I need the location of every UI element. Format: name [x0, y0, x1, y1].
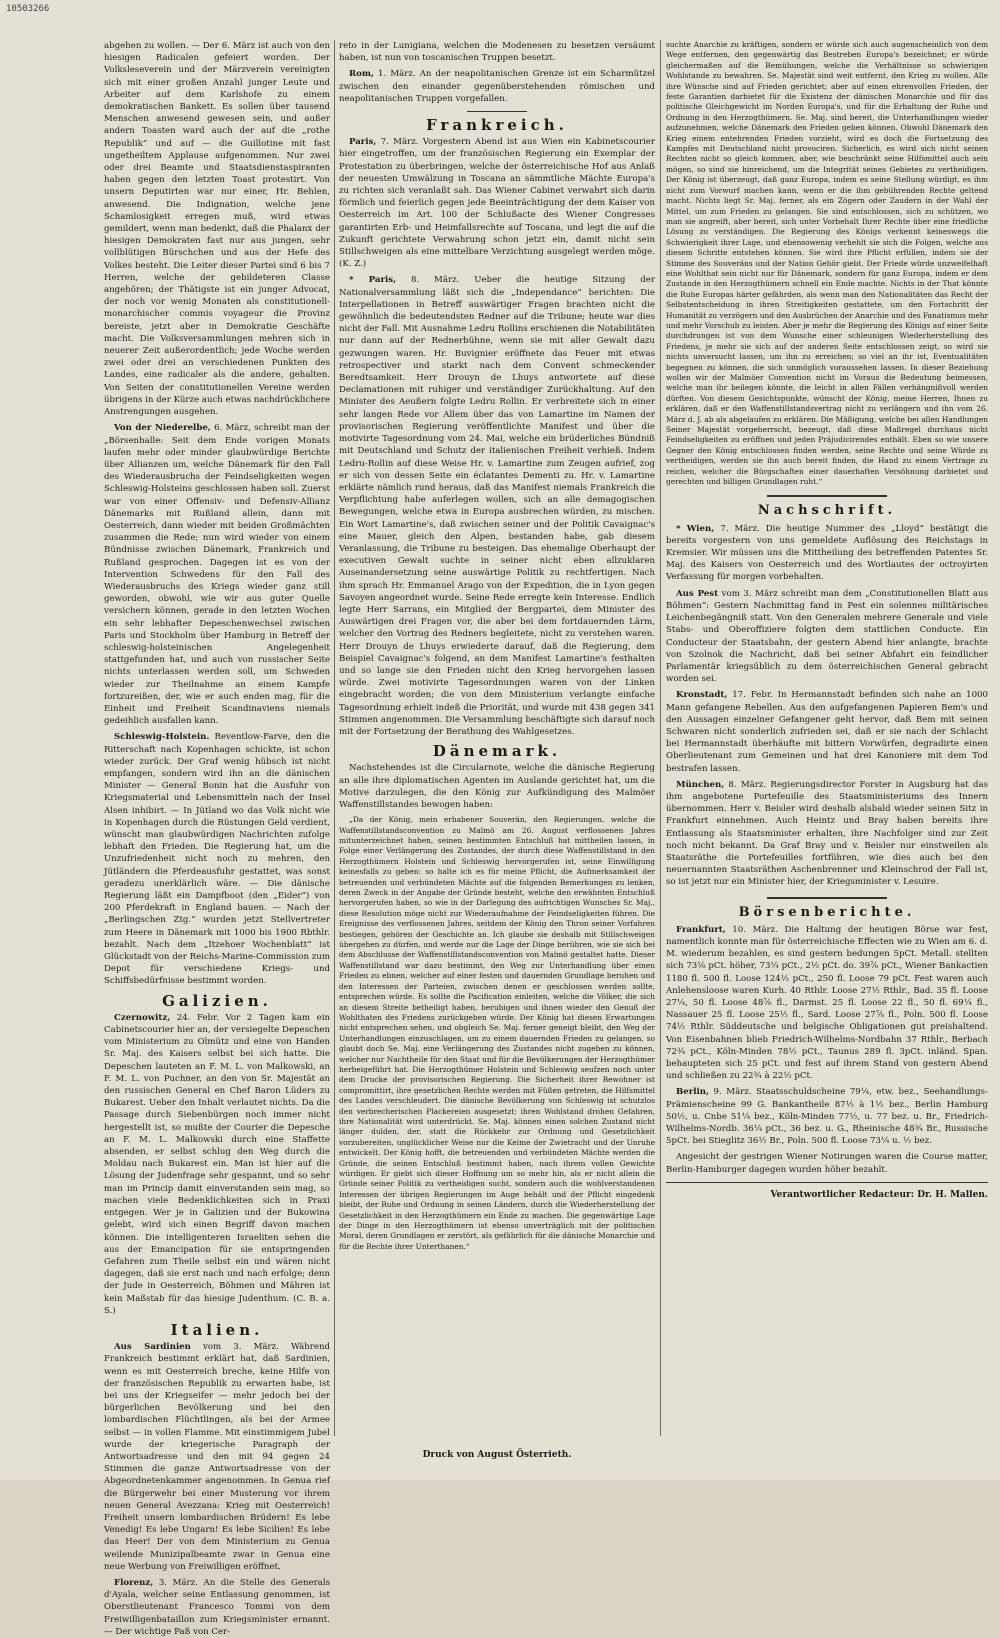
section-heading: Börsenberichte.	[738, 904, 916, 920]
article-paragraph: Florenz, 3. März. An die Stelle des Generals d'Ayala, welcher seine Entlassung genommen, ist Oberstlieutenant Francesco Tommi von dem Freiwilligenbataillon zum Kriegsminister ernannt. — Der wichtige Paß von Cer-	[104, 1577, 330, 1637]
section-heading: Nachschrift.	[757, 503, 897, 519]
divider	[767, 897, 887, 899]
dateline: Aus Sardinien	[114, 1342, 191, 1353]
article-paragraph: Angesicht der gestrigen Wiener Notirungen waren die Course matter, Berlin-Hamburger dagegen wurden höher bezahlt.	[666, 1152, 988, 1175]
dateline: Rom,	[349, 69, 374, 80]
article-paragraph: * Paris, 8. März. Ueber die heutige Sitzung der Nationalversammlung läßt sich die „Independance“ berichten: Die Interpellationen in Betreff auswärtiger Fragen brachten nicht die gewöhnlich die bedeutendsten Redner auf die Tribune; heute war dies nicht der Fall. Mit Ausnahme Ledru Rollins erschienen die Notabilitäten nur dann auf der Rednerbühne, wenn sie mit aller Gewalt dazu gezwungen waren. Hr. Buvignier eröffnete das Feuer mit etwas retrospectiver und starkt nach dem Convent schmeckender Beredtsamkeit. Herr Drouyn de Lhuys antwortete auf diese Declamationen mit ruhiger und verständiger Zurückhaltung. Auf den Minister des Aeußern folgte Ledru Rollin. Er verbreitete sich in einer sehr langen Rede vor Allem über das von Lamartine im Namen der provisorischen Regierung veröffentlichte Manifest und über die motivirte Tagesordnung vom 24. Mai, welche ein brüderliches Bündniß mit Deutschland und Schutz der italienischen Freiheit verhieß. Indem Ledru-Rollin auf diese Weise Hr. v. Lamartine zum Zeugen aufrief, zog er sich von dessen Seite ein éclatantes Dementi zu. Hr. v. Lamartine erklärte nämlich rund heraus, daß das Manifest niemals Frankreich die Verpflichtung habe auferlegen wollen, sich an alle demagogischen Bewegungen, welche etwa in Europa ausbrechen würden, zu mischen. Ein Wort Lamartine's, daß zwischen seiner und der Politik Cavaignac's eine Mauer, gleich den Alpen, bestanden habe, gab diesem Veranlassung, die Tribune zu besteigen. Das ehemalige Oberhaupt der executiven Gewalt suchte in seiner nicht eben allzuklaren Auseinandersetzung seine auswärtige Politik zu rechtfertigen. Nach ihm sprach Hr. Emmanuel Arago von der Expedition, die in Lyon gegen Savoyen angeordnet wurde. Seine Rede erregte kein Interesse. Endlich legte Herr Sarrans, ein Mitglied der Bergpartei, dem Minister des Auswärtigen drei Fragen vor, die aber bei dem fortdauernden Lärm, welcher den Vortrag des Redners begleitete, nicht zu verstehen waren. Herr Drouyn de Lhuys erwiederte darauf, daß die Regierung, dem Beispiel Cavaignac's folgend, an dem Manifest Lamartine's festhalten und so lange sie den Frieden nicht den Krieg hervorgehen lassen würde. Zwei motivirte Tagesordnungen waren von der Linken eingebracht worden; die von dem Ministerium verlangte einfache Tagesordnung erhielt indeß die Priorität, und wurde mit 438 gegen 341 Stimmen angenommen. Die Versammlung beschäftigte sich darauf noch mit der Fortsetzung der Berathung des Wahlgesetzes.	[339, 275, 655, 737]
article-paragraph: Czernowitz, 24. Febr. Vor 2 Tagen kam ein Cabinetscourier hier an, der versiegelte Depeschen vom Ministerium zu Olmütz und eine von Handen Sr. Maj. des Kaisers selbst bei sich hatte. Die Depeschen lauteten an F. M. L. von Malkowski, an F. M. L. von Puchner, an den von Sr. Majestät an den russischen General en Chef Baron Lüders zu Bukarest. Ueber den Inhalt verlautet nichts. Da die Passage durch Siebenbürgen noch immer nicht hergestellt ist, so mußte der Courier die Depesche an F. M. L. Malkowski durch eine Staffette absenden, er selbst schlug den Weg durch die Moldau nach Bukarest ein. Man ist hier auf die Lösung der Judenfrage sehr gespannt, und so sehr man im Princip damit einverstanden sein mag, so machen viele Bedenklichkeiten sich in Praxi entgegen. Wer je in Galizien und der Bukowina gelebt, wird sich einen Begriff davon machen können. Die intelligenteren Israeliten sehen die aus der Emancipation für sie entspringenden Gefahren zum Theile selbst ein und wären nicht dagegen, daß sie erst nach und nach erfolge; denn der Jude in Oesterreich, Böhmen und Mähren ist kein Maßstab für das hiesige Judenthum. (C. B. a. S.)	[104, 1012, 330, 1316]
divider	[666, 1182, 988, 1183]
section-heading: Dänemark.	[432, 742, 562, 761]
dateline: Berlin,	[676, 1087, 710, 1098]
section-heading: Galizien.	[162, 991, 272, 1010]
divider	[467, 111, 527, 112]
article-paragraph: abgehen zu wollen. — Der 6. März ist auch von den hiesigen Radicalen gefeiert worden. Der Volksleseverein und der Märzverein vereinigten sich mit einer großen Anzahl junger Leute und Arbeiter auf dem Karlshofe zu einem demokratischen Bankett. Es sollen über tausend Menschen anwesend gewesen sein, und außer andern Toasten ward auch der auf die „rothe Republik“ und auf — die Guillotine mit fast ungetheiltem Applause aufgenommen. Nur zwei oder drei Beamte und Staatsdienstaspiranten haben gegen den letzten Toast protestirt. Von unsern Deputirten war nur einer, Hr. Behlen, anwesend. Die Indignation, welche jene Schamlosigkeit erregen muß, wird etwas gemildert, wenn man bedenkt, daß die Phalanx der hiesigen Demokraten fast nur aus jungen, sehr vollblütigen Bürschchen und aus der Hefe des Volkes besteht. Die Leiter dieser Partei sind 6 bis 7 Herren, welche der gebildeteren Classe angehören; der Thätigste ist ein junger Advocat, der noch vor wenig Monaten als constitutionell-monarchischer commis voyageur die Provinz bereiste, jetzt aber in Demokratie Geschäfte macht. Die Volksversammlungen mehren sich in neuerer Zeit außerordentlich; jede Woche werden zwei oder drei an verschiedenen Punkten des Landes, eine radicaler als die andere, gehalten. Von Seiten der constitutionellen Vereine werden übrigens in der Kürze auch etwas nachdrücklichere Anstrengungen ausgehen.	[104, 41, 331, 418]
dateline: Kronstadt,	[676, 690, 728, 701]
article-paragraph: Rom, 1. März. An der neapolitanischen Grenze ist ein Scharmützel zwischen den einander gegenüberstehenden römischen und neapolitanischen Truppen vorgefallen.	[339, 69, 655, 104]
dateline: Aus Pest	[676, 588, 719, 599]
article-paragraph: München, 8. März. Regierungsdirector Forster in Augsburg hat das ihm angebotene Portefeuille des Staatsministeriums des Innern übernommen. Herr v. Beisler wird deshalb alsbald wieder seinen Sitz in Frankfurt einnehmen. Auch Heintz und Bray haben bereits ihre Entlassung als Staatsminister erhalten, ihre Nachfolger sind zur Zeit noch nicht bekannt. Da Graf Bray und v. Beisler nur einstweilen als Staatsräthe die Portefeuilles fortführen, wie dies auch bei den neuernannten Staatsräthen Aschenbrenner und Kleinschrod der Fall ist, so ist jetzt nur ein Minister hier, der Kriegsminister v. Lesuire.	[666, 779, 988, 888]
circular-note-quote-continued: suchte Anarchie zu kräftigen, sondern er würde sich auch augenscheinlich von dem Wege entfernen, den gegenwärtig das Bestreben Europa's bezeichnet; er würde gleichermaßen auf die Bemühungen, welche die Verhältnisse so schwierigen Wohlstande zu bewahren. Se. Majestät sind weit entfernt, den Krieg zu wollen. Alle ihre Wünsche sind auf Frieden gerichtet; aber auf einen ehrenvollen Frieden, der feste Garantien darbietet für die Existenz der dänischen Monarchie und für das politische Gleichgewicht im Norden Europa's, und für die Erhaltung der Ruhe und Ordnung in den Herzogthümern. Se. Maj. sind bereit, die Unterhandlungen wieder aufzunehmen, welche Dänemark den Frieden geben können. Obwohl Dänemark den Krieg einem entehrenden Frieden vorzieht, wird es doch die Fortsetzung des Kampfes mit Deutschland nicht provociren. Sicherlich, es wird sich nicht seinen Rechten nicht so gleich kommen, aber, wie beschränkt seine Hilfsmittel auch sein mögen, so sind sie hinreichend, um die Integrität seines Gebietes zu vertheidigen. Der König ist überzeugt, daß ganz Europa, indem es seine Stellung würdigt, es ihm nicht zum Vorwurf machen kann, wenn er die ihm gebührenden Rechte geltend macht. Nichts liegt Sr. Maj. ferner, als ein Zögern oder Zaudern in der Wahl der Mittel, um zum Frieden zu gelangen. Sie sind entschlossen, sich zu schützen, wo man sie angreift, aber bereit, sich unter Vorbehalt Ihrer Rechte über eine friedliche Lösung zu verständigen. Die Regierung des Königs verkennt keineswegs die Schwierigkeit ihrer Lage, und ebensowenig verhehlt sie sich die Folgen, welche aus diesem Schritte entstehen können. Sie wird ihre Pflicht erfüllen, indem sie der Stimme des Souveräns und der Nation Gehör giebt. Der Friede würde unzweifelhaft eine Wohlthat sein nicht nur für Dänemark, sondern für ganz Europa, indem er dem Zustande in den Herzogthümern schnell ein Ende machte. Nichts in der That könnte die Ruhe Europas härter gefährden, als wenn man den Nationalitäten das Recht der Selbstentscheidung in ihren Streitigkeiten gestattete, um den Fortschritt der Humanität zu verzögern und den Ausbrüchen der Anarchie und des Fanatismus mehr und mehr Vorschub zu leisten. Aber je mehr die Regierung des Königs auf einer Seite durchdrungen ist von dem Wunsche einer schleunigen Wiederherstellung des Friedens, je mehr sie sich auf der anderen Seite entschlossen zeigt, so wird sie nichts unversucht lassen, um ihn zu erreichen; so viel an ihr ist, Eventualitäten begegnen zu können, die sich unmöglich voraussehen lassen. In dieser Beziehung wollen wir der Malmöer Convention nicht im Voraus die Bedeutung beimessen, welche man ihr beilegen könnte, die leicht in allen Fällen verhängnißvoll werden dürften. Von diesem Gesichtspunkte, wünscht der König, meine Herren, Ihnen zu erklären, daß er den Waffenstillstandsvertrag nicht zu verlängern und ihn vom 26. März d. J. ab als abgelaufen zu erklären. Die Mäßigung, welche bei allen Handlungen Seiner Majestät vorgeherrscht, bezeugt, daß diese Maßregel durchaus nicht Feindseligkeiten zu eröffnen und jeden Präjudicirendes enthält. Eben so wie unsere Gegner den König entschlossen finden werden, seine Rechte und seine Würde zu vertheidigen, werden sie ihn auch bereit finden, die Hand zu einem Vertrage zu reichen, welcher die Bürgschaften einer dauerhaften Versöhnung darbietet und gerechten und billigen Grundlagen ruht.“	[666, 40, 988, 487]
editor-line: Verantwortlicher Redacteur: Dr. H. Mallen.	[770, 1189, 988, 1200]
column-middle	[339, 40, 655, 1440]
column-rule	[660, 40, 661, 1436]
article-paragraph: Paris, 7. März. Vorgestern Abend ist aus Wien ein Kabinetscourier hier eingetroffen, um der französischen Regierung ein Exemplar der Protestation zu überbringen, welche der österreichische Hof aus Anlaß der neuesten Umwälzung in Toscana an sämmtliche Mächte Europa's zu richten sich veranlaßt sah. Das Wiener Cabinet verwahrt sich darin förmlich und feierlich gegen jede Beeinträchtigung der dem Kaiser von Oesterreich im Art. 100 der Schlußacte des Wiener Congresses garantirten Erb- und Heimfallsrechte auf Toscana, und legt die auf die Zukunft gerichtete Verwahrung schon jetzt ein, damit nicht sein Stillschweigen als eine mittelbare Verzichtung ausgelegt werden möge. (K. Z.)	[339, 137, 655, 270]
dateline: Schleswig-Holstein.	[114, 732, 210, 743]
article-paragraph: Schleswig-Holstein. Reventlow-Farve, den die Ritterschaft nach Kopenhagen schickte, ist schon wieder zurück. Der Graf wenig hübsch ist nicht empfangen, sondern wird ihn an die dänischen Minister — General Bonin hat die Ausfuhr von Kriegsmaterial und Lebensmitteln nach der Insel Alsen inhibirt. — In Jütland wo das Volk nicht wie in Kopenhagen durch die Rüstungen Geld verdient, wünscht man glaubwürdigen Nachrichten zufolge lebhaft den Frieden. Die Regierung hat, um die Unzufriedenheit nicht noch zu mehren, den Jütländern die Pferdeausfuhr gestattet, was sonst geradezu unerklärlich wäre. — Die dänische Regierung läßt ein Dampfboot (den „Eider“) von 200 Pferdekraft in England bauen. — Nach der „Berlingschen Ztg.“ wurden jetzt Stellvertreter zum Heere in Dänemark mit 1000 bis 1900 Rbthlr. bezahlt. Nach dem „Itzehoer Wochenblatt“ ist Glückstadt von der Reichs-Marine-Commission zum Depot für verschiedene Kriegs- und Schiffsbedürfnisse bestimmt worden.	[104, 732, 330, 987]
circular-note-quote: „Da der König, mein erhabener Souverän, den Regierungen, welche die Waffenstillstandsconvention zu Malmö am 26. August verflossenen Jahres mitunterzeichnet haben, seinen bestimmten Entschluß hat mittheilen lassen, in Folge einer Verlängerung des Zustandes, der durch diese Waffenstillstand in den Herzogthümern Holstein und Schleswig hervorgerufen ist, seine Einwilligung keinesfalls zu geben: so halte ich es für meine Pflicht, die Aufmerksamkeit der betreuenden und verbündeten Mächte auf die folgenden Bemerkungen zu lenken, deren Zweck in der Angabe der Gründe besteht, welche den erwähnten Entschluß hervorgerufen haben, so wie in der Darlegung des aufrichtigen Wunsches Sr. Maj., diese Resolution möge nicht zur Wiederaufnahme der Feindseligkeiten führen. Die Ereignisse des verflossenen Jahres, seitdem der König den Thron seiner Vorfahren bestiegen, gehören der Geschichte an. Ich glaube sie deshalb mit Stillschweigen übergehen zu dürfen, und werde nur die Lage der Dinge berühren, wie sie sich bei dem Abschlusse der Waffenstillstandsconvention von Malmö gestaltet hatte. Dieser Waffenstillstand war dazu bestimmt, den Weg zur Unterhandlung über einen Frieden zu ebnen, welcher auf einer festen und dauernden Grundlage beruhen und den Interessen der Parteien, zwischen denen er geschlossen werden sollte, entsprechen würde. Es sollte die Pacification einleiten, welche die Völker, die sich an diesem Streite betheiligt haben, beruhigen und ihnen wieder den Genuß der Wohlthaten des Friedens zurückgeben würde. Der König hat diesen Erwartungen nicht entsprechen sehen, und obgleich Se. Maj. ferner geneigt bleibt, den Weg der Unterhandlungen einzuschlagen, um zu einem dauernden Frieden zu gelangen, so glaubt doch Se. Maj. eine Verlängerung des Zustandes nicht zugeben zu können, welcher nur Nachtheile für den Staat und für die Bevölkerungen der Herzogthümer herbeigeführt hat. Die Herzogthümer Holstein und Schleswig seufzen noch unter dem Drucke der provisorischen Regierung. Die Sicherheit ihrer Bewohner ist compromittirt, ihre gesetzlichen Rechte werden mit Füßen getreten, die Hilfsmittel des Landes verschleudert. Die dänische Bevölkerung von Schleswig ist schutzlos den verbrecherischen Plackereien ausgesetzt; ihren Wohlstand drohen Gefahren, ihre Nationalität wird unterdrückt. Se. Maj. können einen solchen Zustand nicht länger dulden, der, statt die Rückkehr zur Ordnung und Gesetzlichkeit vorzubereiten, unglücklicher Weise nur die Keime der Zwietracht und der Unruhe entwickelt. Der König hofft, die betreuenden und verbündeten Mächte werden die Gründe, die seinen Entschluß bestimmt haben, nach ihrem vollen Gewichte würdigen. Er giebt sich dieser Hoffnung um so mehr hin, als er nicht allein die Gründe seiner Politik zu vertheidigen sucht, sondern auch die wohlverstandenen Interessen der übrigen Regierungen im Auge behält und der Pflicht eingedenk bleibt, der Ruhe und Ordnung in seinen Ländern, durch die Wiederherstellung der Gesetzlichkeit in den Herzogthümern ein Ende zu machen. Die gegenwärtige Lage der Dinge in den Herzogthümern ist ebenso unverträglich mit der politischen Moral, deren Grundlagen er zerstört, als gefährlich für die dänische Monarchie und für die Rechte ihrer Unterthanen.“	[339, 815, 655, 1251]
article-paragraph: Aus Sardinien vom 3. März. Während Frankreich bestimmt erklärt hat, daß Sardinien, wenn es mit Oesterreich breche, keine Hilfe von der französischen Republik zu erwarten habe, ist bei uns der Kriegseifer — mehr jedoch bei der bürgerlichen Bevölkerung und bei den lombardischen Flüchtlingen, als bei der Armee selbst — in vollen Flamme. Mit einstimmigem Jubel wurde der kriegerische Paragraph der Antwortsadresse und den mit 94 gegen 24 Stimmen die ganze Antwortsadresse von der Abgeordnetenkammer angenommen. In Genua rief die Bürgerwehr bei einer Musterung vor ihrem neuen General Avezzana: Krieg mit Oesterreich! Freiheit unsern lombardischen Brüdern! Es lebe Venedig! Es lebe Ungarn! Es lebe Sicilien! Es lebe das Heer! Der von dem Ministerium zu Genua weilende Munizipalbeamte zwar in Genua eine neue Werbung von Freiwilligen eröffnet.	[104, 1342, 330, 1572]
dateline: Czernowitz,	[114, 1012, 171, 1023]
article-paragraph: reto in der Lunigiana, welchen die Modenesen zu besetzen versäumt haben, ist nun von toscanischen Truppen besetzt.	[339, 41, 655, 64]
article-paragraph: Von der Niederelbe, 6. März, schreibt man der „Börsenhalle: Seit dem Ende vorigen Monats laufen mehr oder minder glaubwürdige Berichte über Allianzen um, welche Dänemark für den Fall des Wiederausbruchs der Feindseligkeiten wegen Schleswig-Holsteins geschlossen haben soll. Zuerst war von einer Offensiv- und Defensiv-Allianz Dänemarks mit Rußland allein, dann mit Oesterreich, dann wieder mit beiden Großmächten zusammen die Rede; nun wird wieder von einem Bündnisse zwischen Dänemark, Frankreich und Rußland gesprochen. Dagegen ist es von der Intervention Schwedens für den Fall des Wiederausbruchs des Kriegs wieder ganz still geworden, obwohl, wie wir aus guter Quelle versichern können, gerade in den letzten Wochen ein sehr lebhafter Depeschenwechsel zwischen Paris und Stockholm über Hamburg in Betreff der schleswig-holsteinischen Angelegenheit stattgefunden hat, und auch von russischer Seite nichts unterlassen werden soll, um Schweden wieder zur Theilnahme an einem Kampfe fortzureißen, der, wie er auch enden mag, für die Einheit und Freiheit Scandinaviens niemals gedeihlich ausfallen kann.	[104, 423, 330, 727]
section-heading: Italien.	[170, 1320, 264, 1339]
article-paragraph: Berlin, 9. März. Staatsschuldscheine 79¼, etw. bez., Seehandlungs-Prämienscheine 99 G. Bankantheile 87½ à 1½ bez., Berlin Hamburg 50½, u. Cnbe 51¼ bez., Köln-Minden 77½, u. 77 bez. u. Br., Friedrich-Wilhelms-Nordb. 36¼ pCt., 36 bez. u. G., Rheinische 48¾ Br., Russische 5pCt. bei Stieglitz 36½ Br., Poln. 500 fl. Loose 73¼ u. ½ bez.	[666, 1087, 988, 1147]
dateline: * Wien,	[676, 523, 715, 534]
dateline: Paris,	[349, 137, 377, 148]
dateline: Frankfurt,	[676, 924, 726, 935]
dateline: Florenz,	[114, 1577, 154, 1588]
article-paragraph: Frankfurt, 10. März. Die Haltung der heutigen Börse war fest, namentlich konnte man für österreichische Effecten wie zu Wien am 6. d. M. wiederum bezahlen, es sind gestern bedungen 5pCt. Metall. stellten sich 73⅛ pCt. höher, 73¼ pCt., 2½ pCt. do. 39⅞ pCt., Wiener Bankactien 1180 fl. 500 fl. Loose 124½ pCt., 250 fl. Loose 79 pCt. Fest waren auch Anlehensloose waren Kurh. 40 Rthlr. Loose 27½ Rthlr., Bad. 35 fl. Loose 27¼, 50 fl. Loose 48⅞ fl., Darmst. 25 fl. Loose 22 fl., 50 fl. 69¼ fl., Nassauer 25 fl. Loose 25½ fl., Sard. Loose 27⅞ fl., Poln. 500 fl. Loose 74½ Rthlr. Süddeutsche und belgische Obligationen gut preishaltend. Von Eisenbahnen blieb Friedrich-Wilhelms-Nordbahn 37 Rthlr., Berbach 72¾ pCt., Köln-Minden 78½ pCt., Taunus 289 fl. 3pCt. inländ. Span. behaupteten sich 25 pCt. und fest auf ihrem Stand von gestern Abend und schließen zu 22¾ à 22½ pCt.	[666, 924, 988, 1082]
dateline: München,	[676, 779, 725, 790]
column-left	[104, 40, 331, 1637]
article-paragraph: Aus Pest vom 3. März schreibt man dem „Constitutionellen Blatt aus Böhmen“: Gestern Nachmittag fand in Pest ein solennes militärisches Leichenbegängniß statt. Von den Generalen mehrere Generale und viele Stabs- und Oberoffiziere folgten dem stattlichen Conducte. Ein Conducteur der Staatsbahn, der gestern Abend hier anlangte, brachte von Szolnok die Nachricht, daß bei seiner Abfahrt ein feindlicher Parlamentär kriegsüblich zu dem österreichischen General gebracht worden sei.	[666, 588, 988, 685]
section-heading: Frankreich.	[426, 116, 568, 135]
printer-imprint: Druck von August Österrieth.	[422, 1450, 572, 1460]
document-id: 10503266	[6, 4, 50, 14]
article-paragraph: * Wien, 7. März. Die heutige Nummer des „Lloyd“ bestätigt die bereits vorgestern von uns gemeldete Auflösung des Reichstags in Kremsier. Wir müssen uns die Mittheilung des betreffenden Patentes Sr. Maj. des Kaisers von Oesterreich und des Wortlautes der octroyirten Verfassung für morgen vorbehalten.	[666, 523, 988, 583]
article-paragraph: Kronstadt, 17. Febr. In Hermannstadt befinden sich nahe an 1000 Mann gefangene Rebellen. Aus den aufgefangenen Papieren Bem's und den Aussagen einzelner Gefangener geht hervor, daß Bem mit seinen Schwaren nicht sonderlich zufrieden sei, daß er sie nach der Schlacht bei Hermannstadt überhäufte mit bittern Vorwürfen, degradirte einen Oberlieutenant zum Gemeinen und hat drei Kanoniere mit dem Tod bestrafen lassen.	[666, 690, 988, 774]
column-right	[666, 40, 988, 1440]
divider	[767, 495, 887, 497]
column-rule	[334, 40, 335, 1436]
dateline: Von der Niederelbe,	[114, 423, 211, 434]
article-paragraph: Nachstehendes ist die Circularnote, welche die dänische Regierung an alle ihre diplomatischen Agenten im Auslande gerichtet hat, um die Motive darzulegen, die den König zur Aufkündigung des Malmöer Waffenstillstandes bewogen haben:	[339, 763, 655, 810]
dateline: * Paris,	[349, 275, 397, 286]
